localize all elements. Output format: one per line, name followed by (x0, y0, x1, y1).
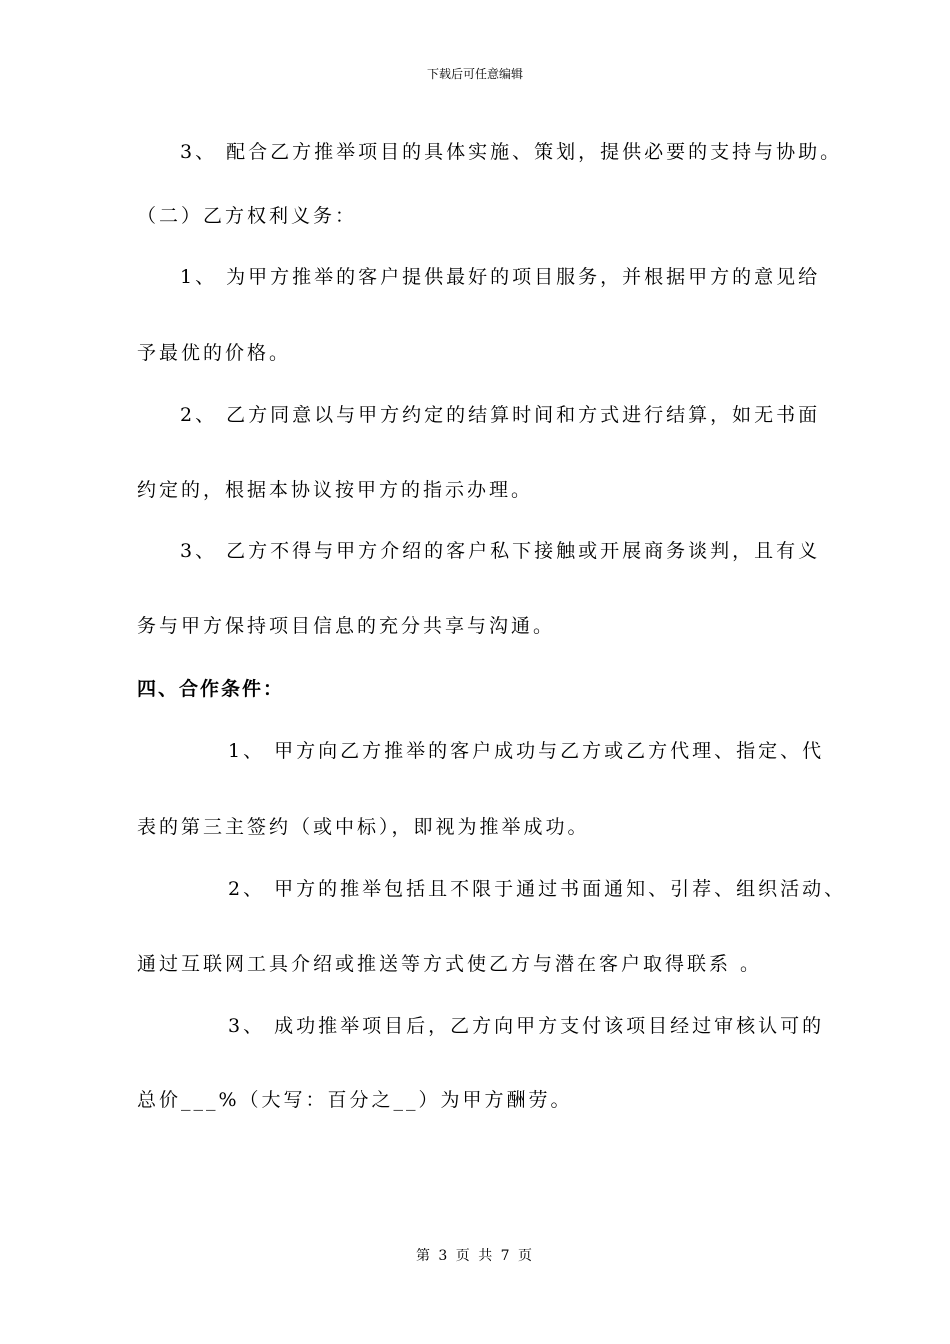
paragraph-line: 2、 甲方的推举包括且不限于通过书面通知、引荐、组织活动、 (228, 878, 847, 900)
paragraph-line: 务与甲方保持项目信息的充分共享与沟通。 (137, 615, 556, 637)
paragraph-line: 3、 乙方不得与甲方介绍的客户私下接触或开展商务谈判，且有义 (180, 540, 821, 562)
page-header: 下载后可任意编辑 (426, 67, 523, 81)
paragraph-line: 通过互联网工具介绍或推送等方式使乙方与潜在客户取得联系 。 (137, 953, 763, 975)
paragraph-line: 总价___%（大写：百分之__）为甲方酬劳。 (137, 1089, 573, 1111)
paragraph-line: 表的第三主签约（或中标），即视为推举成功。 (137, 816, 590, 838)
paragraph-line: 予最优的价格。 (137, 342, 292, 364)
paragraph-line: 1、 为甲方推举的客户提供最好的项目服务，并根据甲方的意见给 (180, 266, 821, 288)
paragraph-line: 2、 乙方同意以与甲方约定的结算时间和方式进行结算，如无书面 (180, 404, 821, 426)
paragraph-line: 1、 甲方向乙方推举的客户成功与乙方或乙方代理、指定、代 (228, 740, 825, 762)
paragraph-line: 3、 成功推举项目后，乙方向甲方支付该项目经过审核认可的 (228, 1015, 825, 1037)
section-subheading: （二）乙方权利义务： (137, 205, 358, 227)
section-heading: 四、合作条件： (137, 678, 285, 700)
paragraph-line: 约定的，根据本协议按甲方的指示办理。 (137, 479, 534, 501)
page-footer: 第 3 页 共 7 页 (415, 1248, 535, 1264)
paragraph-line: 3、 配合乙方推举项目的具体实施、策划，提供必要的支持与协助。 (180, 141, 843, 163)
